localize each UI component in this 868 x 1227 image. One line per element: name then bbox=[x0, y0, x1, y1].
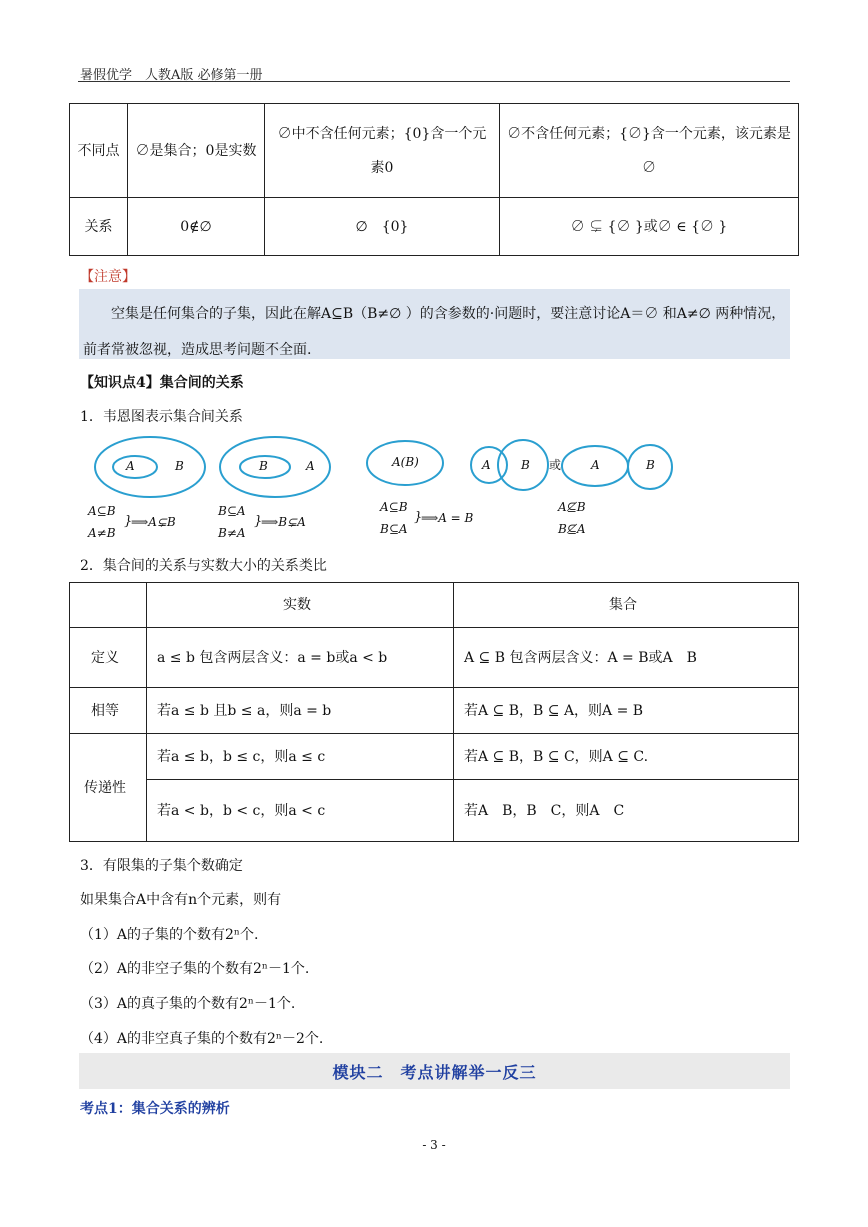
cell-diff-3: ∅不含任何元素；{∅}含一个元素，该元素是∅ bbox=[500, 104, 799, 198]
cell-rel-2: ∅ {0} bbox=[265, 198, 500, 256]
t2-label-def: 定义 bbox=[70, 628, 147, 688]
venn3-result: ⟹A = B bbox=[421, 511, 474, 525]
venn3-cond1: A⊆B bbox=[380, 500, 408, 514]
note-text: 空集是任何集合的子集，因此在解A⊆B（B≠∅ ）的含参数的·问题时，要注意讨论A＝∅ 和A≠∅ 两种情况，前者常被忽视，造成思考问题不全面. bbox=[83, 306, 786, 358]
section-3-title: 3．有限集的子集个数确定 bbox=[80, 858, 243, 874]
note-title: 【注意】 bbox=[80, 269, 136, 285]
venn2-brace: } bbox=[254, 514, 263, 529]
venn3-brace: } bbox=[414, 510, 423, 525]
venn1-inner-label: A bbox=[126, 459, 135, 473]
venn-or-label: 或 bbox=[549, 458, 562, 472]
relation-analogy-table bbox=[69, 582, 799, 842]
row-label-diff: 不同点 bbox=[70, 104, 128, 198]
t2-trans-set1: 若A ⊆ B，B ⊆ C，则A ⊆ C. bbox=[454, 734, 799, 780]
t2-trans-real1: 若a ≤ b，b ≤ c，则a ≤ c bbox=[147, 734, 454, 780]
cell-rel-1: 0∉∅ bbox=[128, 198, 265, 256]
row-label-relation: 关系 bbox=[70, 198, 128, 256]
venn2-result: ⟹B⊊A bbox=[261, 515, 306, 529]
t2-label-trans: 传递性 bbox=[70, 734, 147, 842]
t2-def-set: A ⊆ B 包含两层含义：A = B或A B bbox=[454, 628, 799, 688]
sec3-item-1: （1）A的子集的个数有2ⁿ个. bbox=[80, 927, 259, 943]
venn4-cond2: B⊈A bbox=[558, 522, 586, 536]
venn5-b-label: B bbox=[646, 458, 655, 472]
venn4-a-label: A bbox=[482, 458, 491, 472]
t2-label-eq: 相等 bbox=[70, 688, 147, 734]
cell-rel-3: ∅ ⊊ {∅ }或∅ ∈ {∅ } bbox=[500, 198, 799, 256]
sec3-intro: 如果集合A中含有n个元素，则有 bbox=[80, 892, 282, 908]
venn3-cond2: B⊆A bbox=[380, 522, 408, 536]
sec3-item-4: （4）A的非空真子集的个数有2ⁿ－2个. bbox=[80, 1031, 324, 1047]
venn1-cond2: A≠B bbox=[88, 526, 116, 540]
t2-trans-set2: 若A B，B C，则A C bbox=[454, 780, 799, 842]
venn2-outer-label: A bbox=[306, 459, 315, 473]
cell-diff-1: ∅是集合；0是实数 bbox=[128, 104, 265, 198]
sec3-item-2: （2）A的非空子集的个数有2ⁿ－1个. bbox=[80, 961, 310, 977]
exam-point-1-title: 考点1：集合关系的辨析 bbox=[80, 1101, 230, 1117]
t2-trans-real2: 若a < b，b < c，则a < c bbox=[147, 780, 454, 842]
t2-eq-set: 若A ⊆ B，B ⊆ A，则A = B bbox=[454, 688, 799, 734]
venn1-outer bbox=[95, 437, 205, 497]
empty-set-comparison-table bbox=[69, 103, 799, 256]
venn3-label: A(B) bbox=[392, 455, 419, 469]
cell-diff-2: ∅中不含任何元素；{0}含一个元素0 bbox=[265, 104, 500, 198]
venn4-cond1: A⊈B bbox=[558, 500, 586, 514]
t2-def-real: a ≤ b 包含两层含义：a = b或a < b bbox=[147, 628, 454, 688]
section-2-title: 2．集合间的关系与实数大小的关系类比 bbox=[80, 558, 327, 574]
t2-header-empty bbox=[70, 583, 147, 628]
venn2-cond2: B≠A bbox=[218, 526, 246, 540]
venn1-brace: } bbox=[124, 514, 133, 529]
venn4-b-label: B bbox=[521, 458, 530, 472]
section-1-title: 1．韦恩图表示集合间关系 bbox=[80, 409, 243, 425]
page-number: - 3 - bbox=[422, 1138, 446, 1152]
t2-header-set: 集合 bbox=[454, 583, 799, 628]
venn5-a-label: A bbox=[591, 458, 600, 472]
venn1-inner bbox=[113, 456, 157, 478]
module-title: 模块二 考点讲解举一反三 bbox=[332, 1063, 537, 1082]
venn2-cond1: B⊆A bbox=[218, 504, 246, 518]
page-header: 暑假优学 人教A版 必修第一册 bbox=[80, 68, 263, 83]
venn2-inner-label: B bbox=[259, 459, 268, 473]
header-rule bbox=[78, 81, 790, 82]
venn1-outer-label: B bbox=[175, 459, 184, 473]
venn1-result: ⟹A⊊B bbox=[131, 515, 176, 529]
knowledge-point-4-title: 【知识点4】集合间的关系 bbox=[80, 375, 244, 391]
t2-eq-real: 若a ≤ b 且b ≤ a，则a = b bbox=[147, 688, 454, 734]
venn1-cond1: A⊆B bbox=[88, 504, 116, 518]
t2-header-real: 实数 bbox=[147, 583, 454, 628]
sec3-item-3: （3）A的真子集的个数有2ⁿ－1个. bbox=[80, 996, 296, 1012]
